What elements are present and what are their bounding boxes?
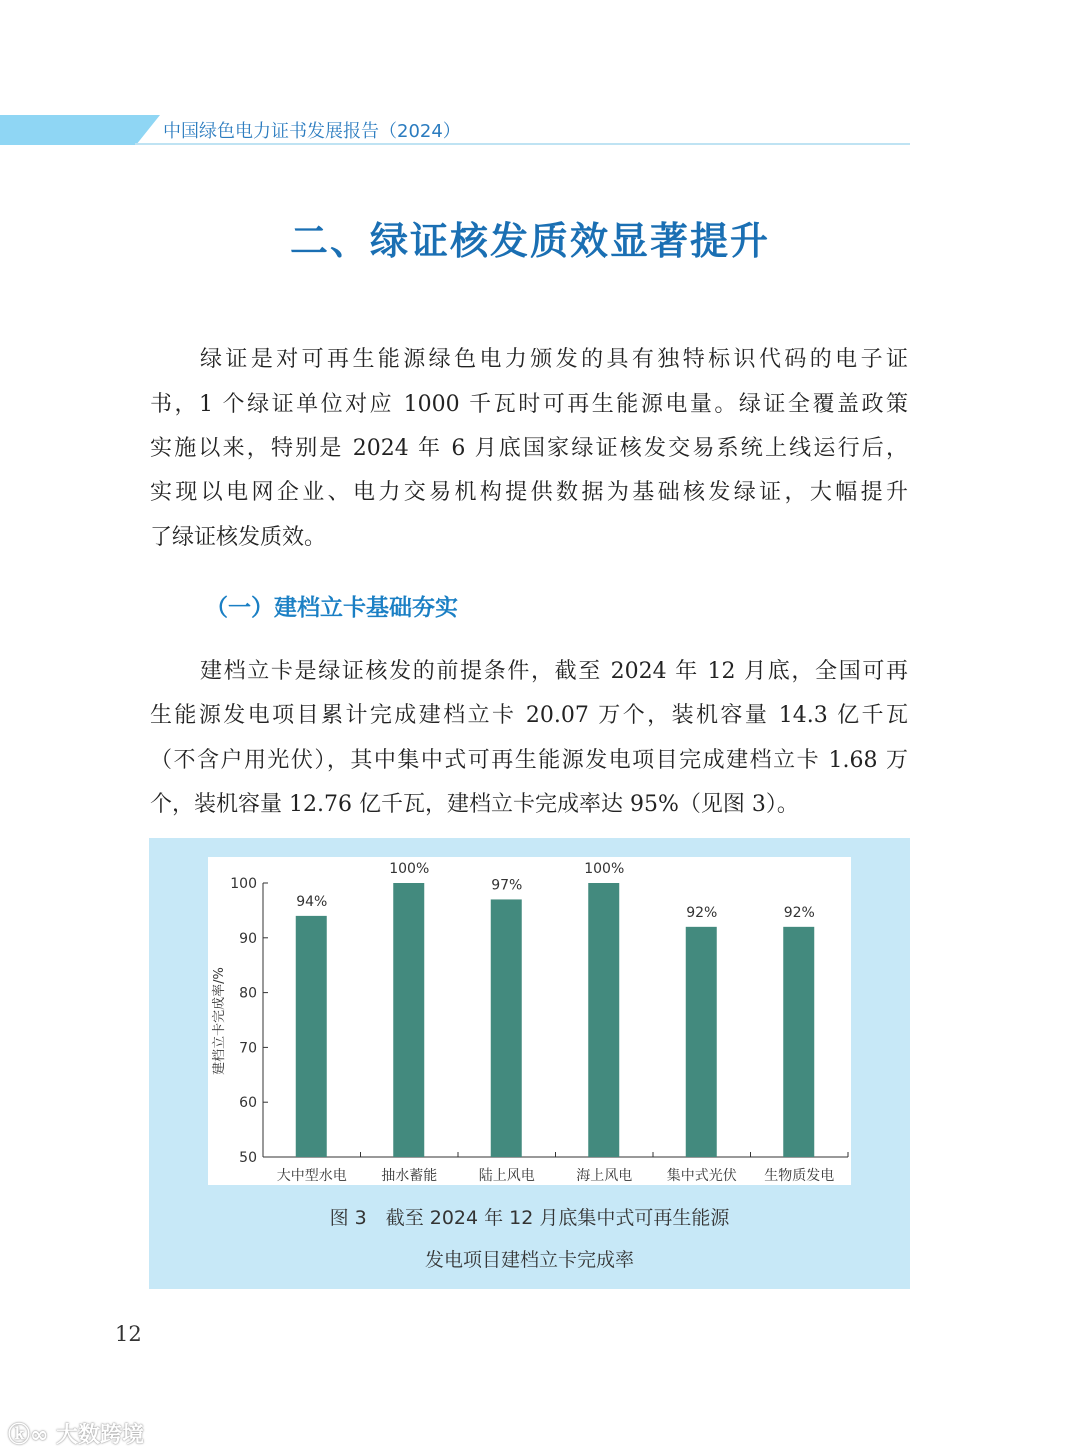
y-tick-label: 100 <box>230 876 257 892</box>
paragraph-line: 实施以来，特别是 2024 年 6 月底国家绿证核发交易系统上线运行后， <box>150 436 908 461</box>
paragraph-line: 实现以电网企业、电力交易机构提供数据为基础核发绿证，大幅提升 <box>150 480 908 505</box>
x-tick-label: 生物质发电 <box>764 1168 835 1184</box>
y-axis-label: 建档立卡完成率/% <box>212 967 227 1075</box>
x-tick-label: 陆上风电 <box>478 1168 535 1184</box>
bar <box>491 899 522 1157</box>
data-label: 97% <box>491 877 523 894</box>
figure-caption-line1: 图 3 截至 2024 年 12 月底集中式可再生能源 <box>329 1207 730 1229</box>
data-label: 92% <box>783 904 815 921</box>
data-label: 100% <box>584 861 625 877</box>
subsection-title: （一）建档立卡基础夯实 <box>205 595 458 621</box>
paragraph-line: 绿证是对可再生能源绿色电力颁发的具有独特标识代码的电子证 <box>200 347 908 372</box>
section-title: 二、绿证核发质效显著提升 <box>289 219 770 263</box>
y-tick-label: 90 <box>239 930 257 947</box>
bar <box>686 927 717 1157</box>
header-band <box>0 115 160 145</box>
paragraph-line: 生能源发电项目累计完成建档立卡 20.07 万个，装机容量 14.3 亿千瓦 <box>150 703 908 728</box>
y-tick-label: 50 <box>239 1150 257 1166</box>
y-tick-label: 60 <box>239 1095 257 1112</box>
watermark-logo <box>8 1418 144 1449</box>
x-tick-label: 抽水蓄能 <box>381 1168 438 1184</box>
paragraph-line: （不含户用光伏），其中集中式可再生能源发电项目完成建档立卡 1.68 万 <box>150 748 908 773</box>
y-tick-label: 80 <box>239 985 257 1002</box>
watermark-icon: ⓚ∞ <box>8 1423 56 1448</box>
bar <box>296 916 327 1157</box>
bar <box>588 883 619 1157</box>
data-label: 94% <box>296 893 328 910</box>
chart-area <box>208 857 851 1185</box>
x-tick-label: 海上风电 <box>576 1168 633 1184</box>
data-label: 100% <box>389 861 430 877</box>
paragraph-line: 个，装机容量 12.76 亿千瓦，建档立卡完成率达 95%（见图 3）。 <box>150 792 799 817</box>
y-tick-label: 70 <box>239 1040 257 1057</box>
header-rule <box>135 143 910 145</box>
figure-caption-line2: 发电项目建档立卡完成率 <box>424 1249 634 1271</box>
paragraph-line: 建档立卡是绿证核发的前提条件，截至 2024 年 12 月底，全国可再 <box>200 659 908 684</box>
bar <box>393 883 424 1157</box>
data-label: 92% <box>686 904 718 921</box>
x-tick-label: 大中型水电 <box>276 1168 347 1184</box>
bar-chart <box>208 857 851 1185</box>
x-tick-label: 集中式光伏 <box>666 1168 737 1184</box>
bar <box>783 927 814 1157</box>
watermark-text: 大数跨境 <box>56 1423 145 1448</box>
paragraph-line: 了绿证核发质效。 <box>150 525 327 550</box>
running-title: 中国绿色电力证书发展报告（2024） <box>163 121 461 142</box>
paragraph-line: 书，1 个绿证单位对应 1000 千瓦时可再生能源电量。绿证全覆盖政策 <box>150 392 908 417</box>
page-number: 12 <box>115 1322 142 1346</box>
